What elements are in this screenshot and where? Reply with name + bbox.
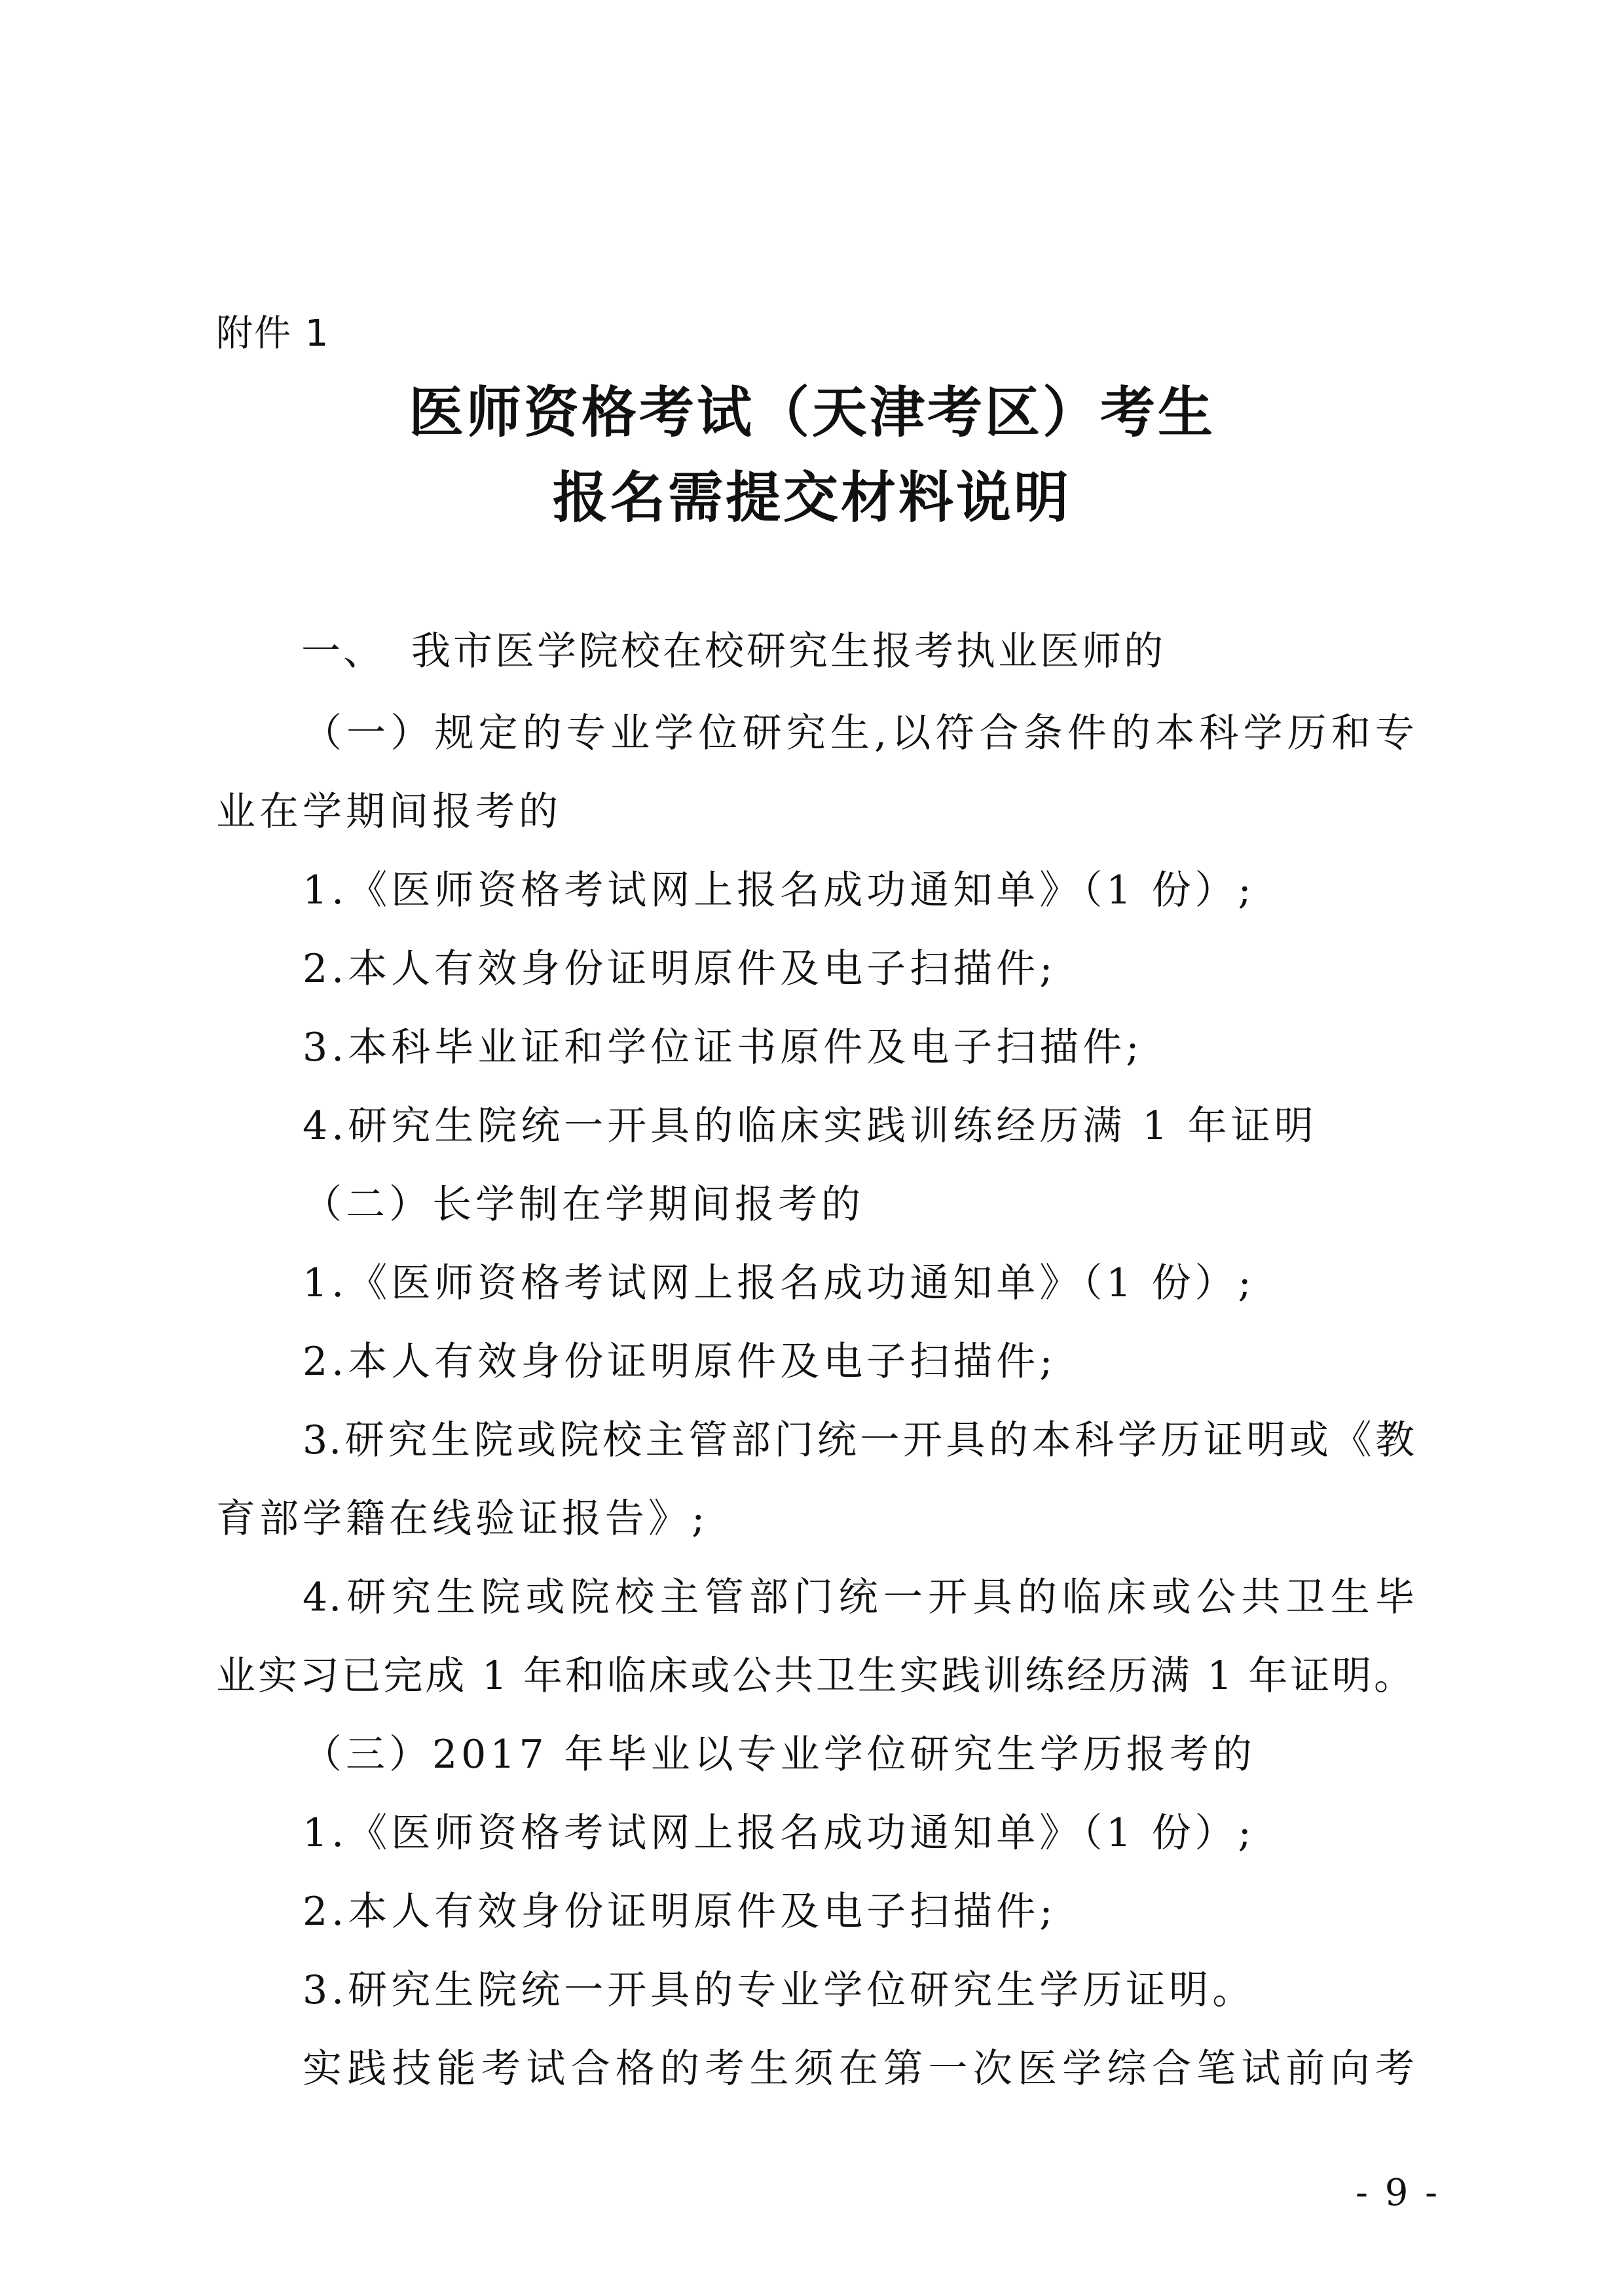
document-title-line-1: 医师资格考试（天津考区）考生 (408, 380, 1215, 445)
document-title-line-2: 报名需提交材料说明 (552, 465, 1071, 530)
section-1-number: 一、 (301, 629, 385, 674)
sub-2-item-3-line-1: 3.研究生院或院校主管部门统一开具的本科学历证明或《教 (303, 1417, 1416, 1463)
sub-1-heading-line-2: 业在学期间报考的 (216, 789, 562, 835)
sub-3-item-3: 3.研究生院统一开具的专业学位研究生学历证明。 (303, 1967, 1256, 2013)
sub-3-item-1: 1.《医师资格考试网上报名成功通知单》（1 份）; (303, 1810, 1255, 1856)
sub-1-item-2: 2.本人有效身份证明原件及电子扫描件; (303, 946, 1057, 992)
closing-paragraph-line: 实践技能考试合格的考生须在第一次医学综合笔试前向考 (303, 2046, 1416, 2092)
sub-2-item-1: 1.《医师资格考试网上报名成功通知单》（1 份）; (303, 1260, 1255, 1306)
sub-1-heading-line-1: （一）规定的专业学位研究生,以符合条件的本科学历和专 (303, 710, 1416, 756)
sub-2-item-4-line-2: 业实习已完成 1 年和临床或公共卫生实践训练经历满 1 年证明。 (216, 1653, 1414, 1699)
sub-2-item-2: 2.本人有效身份证明原件及电子扫描件; (303, 1339, 1057, 1385)
page-number: - 9 - (1356, 2172, 1441, 2214)
sub-2-item-4-line-1: 4.研究生院或院校主管部门统一开具的临床或公共卫生毕 (303, 1575, 1416, 1620)
sub-1-item-1: 1.《医师资格考试网上报名成功通知单》（1 份）; (303, 867, 1255, 913)
attachment-label: 附件 1 (216, 312, 330, 355)
sub-1-item-4: 4.研究生院统一开具的临床实践训练经历满 1 年证明 (303, 1103, 1318, 1149)
sub-3-item-2: 2.本人有效身份证明原件及电子扫描件; (303, 1889, 1057, 1935)
sub-1-item-3: 3.本科毕业证和学位证书原件及电子扫描件; (303, 1025, 1143, 1070)
section-1-heading-text: 我市医学院校在校研究生报考执业医师的 (411, 629, 1166, 674)
sub-2-heading: （二）长学制在学期间报考的 (303, 1182, 864, 1228)
section-1-heading (301, 625, 1166, 678)
sub-2-item-3-line-2: 育部学籍在线验证报告》; (216, 1496, 709, 1542)
sub-3-heading: （三）2017 年毕业以专业学位研究生学历报考的 (303, 1732, 1256, 1777)
